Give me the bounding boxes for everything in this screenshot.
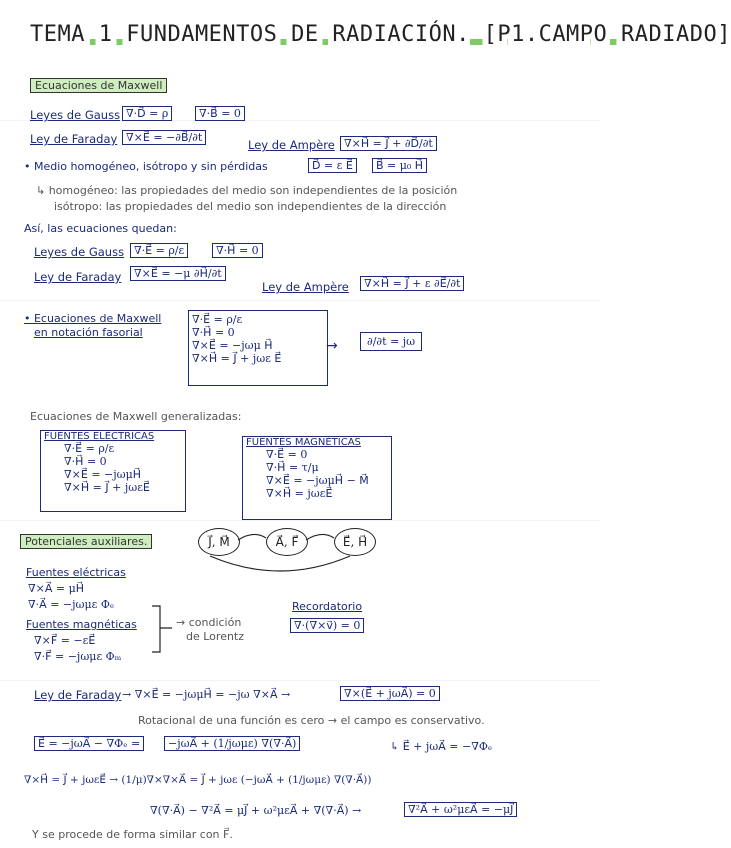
generalizadas-heading: Ecuaciones de Maxwell generalizadas: (30, 410, 242, 423)
mag-title: FUENTES MAGNÉTICAS (246, 437, 361, 448)
conservativo-eq: ↳ E⃗ + jωA⃗ = −∇Φₑ (390, 740, 493, 753)
fasorial-eq-3: ∇×E⃗ = −jωμ H⃗ (192, 339, 273, 352)
gauss-label-2: Leyes de Gauss (34, 245, 125, 259)
circle-potentials-label: A⃗, F⃗ (275, 535, 299, 549)
ampere-label: Ley de Ampère (248, 138, 335, 152)
fasorial-eq-1: ∇·E⃗ = ρ/ε (192, 313, 243, 326)
homogeneo-def: ↳ homogéneo: las propiedades del medio son independientes de la posición (36, 184, 458, 197)
arrow-sources-potentials (238, 534, 266, 540)
recordatorio-eq: ∇·(∇×v⃗) = 0 (290, 618, 364, 633)
medio-eq-2: B⃗ = μ₀ H⃗ (372, 158, 427, 173)
pot-elec-eq-1: ∇×A⃗ = μH⃗ (28, 582, 85, 595)
fasorial-eq-2: ∇·H⃗ = 0 (192, 326, 235, 339)
arrow-sources-fields (210, 556, 350, 571)
ampere-eq-2: ∇×H⃗ = J⃗ + ε ∂E⃗/∂t (360, 276, 464, 291)
elec-eq-1: ∇·E⃗ = ρ/ε (64, 442, 115, 455)
circle-sources-label: J⃗, M⃗ (208, 535, 230, 549)
e-field-rhs: −jωA⃗ + (1/jωμε) ∇(∇·A⃗) (164, 736, 300, 751)
arrow-potentials-fields (306, 534, 334, 540)
circle-fields-label: E⃗, H⃗ (342, 535, 368, 549)
mag-eq-3: ∇×E⃗ = −jωμH⃗ − M⃗ (266, 474, 369, 487)
mag-eq-4: ∇×H⃗ = jωεE⃗ (266, 487, 333, 500)
fuentes-magneticas-box (242, 436, 392, 520)
fasorial-bullet-2: en notación fasorial (34, 326, 143, 339)
fuentes-magneticas-label: Fuentes magnéticas (26, 618, 137, 631)
lorentz-condition-2: de Lorentz (186, 630, 245, 643)
e-field-lhs: E⃗ = −jωA⃗ − ∇Φₑ = (34, 736, 144, 751)
faraday-label-2: Ley de Faraday (34, 270, 122, 284)
potenciales-heading: Potenciales auxiliares. (20, 534, 152, 549)
diagram-arrows (190, 520, 390, 580)
isotropo-def: isótropo: las propiedades del medio son independientes de la dirección (54, 200, 447, 213)
fasorial-box (188, 310, 328, 386)
maxwell-heading: Ecuaciones de Maxwell (30, 78, 167, 93)
gauss-eq-1: ∇·D⃗ = ρ (122, 106, 172, 121)
recordatorio-label: Recordatorio (292, 600, 363, 613)
elec-eq-3: ∇×E⃗ = −jωμH⃗ (64, 468, 142, 481)
fasorial-bullet: • Ecuaciones de Maxwell (24, 312, 162, 325)
page-title: TEMA 1 FUNDAMENTOS DE RADIACIÓN. [P1.CAMPO RADIADO] (30, 22, 731, 47)
gauss-eq-2: ∇·B⃗ = 0 (195, 106, 245, 121)
final-result: ∇²A⃗ + ω²μεA⃗ = −μJ⃗ (404, 802, 517, 817)
elec-eq-4: ∇×H⃗ = J⃗ + jωεE⃗ (64, 481, 150, 494)
fasorial-eq-4: ∇×H⃗ = J⃗ + jωε E⃗ (192, 352, 282, 365)
ampere-line: ∇×H⃗ = J⃗ + jωεE⃗ → (1/μ)∇×∇×A⃗ = J⃗ + jωε (−jωA⃗ + (1/jωμε) ∇(∇·A⃗)) (24, 774, 372, 786)
mag-eq-2: ∇·H⃗ = τ/μ (266, 461, 319, 474)
closing-note: Y se procede de forma similar con F⃗. (32, 828, 233, 841)
faraday-eq-2: ∇×E⃗ = −μ ∂H⃗/∂t (130, 266, 226, 281)
medio-bullet: • Medio homogéneo, isótropo y sin pérdidas (24, 160, 268, 173)
pot-elec-eq-2: ∇·A⃗ = −jωμε Φₑ (28, 598, 115, 611)
elec-eq-2: ∇·H⃗ = 0 (64, 455, 107, 468)
gauss-label: Leyes de Gauss (30, 108, 121, 122)
ampere-eq: ∇×H⃗ = J⃗ + ∂D⃗/∂t (340, 136, 437, 151)
lorentz-condition: → condición (176, 616, 242, 629)
gauss-eq-4: ∇·H⃗ = 0 (212, 243, 263, 258)
faraday-label: Ley de Faraday (30, 132, 118, 146)
fuentes-electricas-label: Fuentes eléctricas (26, 566, 126, 579)
arrow-icon: → (326, 338, 338, 354)
final-lhs: ∇(∇·A⃗) − ∇²A⃗ = μJ⃗ + ω²μεA⃗ + ∇(∇·A⃗) → (150, 804, 362, 817)
pot-mag-eq-2: ∇·F⃗ = −jωμε Φₘ (34, 650, 122, 663)
medio-eq-1: D⃗ = ε E⃗ (308, 158, 357, 173)
rotacional-note: Rotacional de una función es cero → el campo es conservativo. (138, 714, 485, 727)
elec-title: FUENTES ELÉCTRICAS (44, 431, 155, 442)
mag-eq-1: ∇·E⃗ = 0 (266, 448, 308, 461)
fuentes-electricas-box (40, 430, 186, 512)
operator-eq: ∂/∂t = jω (360, 332, 422, 351)
faraday-result: ∇×(E⃗ + jωA⃗) = 0 (340, 686, 440, 701)
ampere-label-2: Ley de Ampère (262, 280, 349, 294)
lorentz-brace (150, 600, 180, 660)
faraday-chain: → ∇×E⃗ = −jωμH⃗ = −jω ∇×A⃗ → (122, 688, 291, 701)
quedan-text: Así, las ecuaciones quedan: (24, 222, 177, 235)
gauss-eq-3: ∇·E⃗ = ρ/ε (130, 243, 188, 258)
faraday-eq: ∇×E⃗ = −∂B⃗/∂t (122, 130, 206, 145)
faraday-label-3: Ley de Faraday (34, 688, 122, 702)
pot-mag-eq-1: ∇×F⃗ = −εE⃗ (34, 634, 96, 647)
